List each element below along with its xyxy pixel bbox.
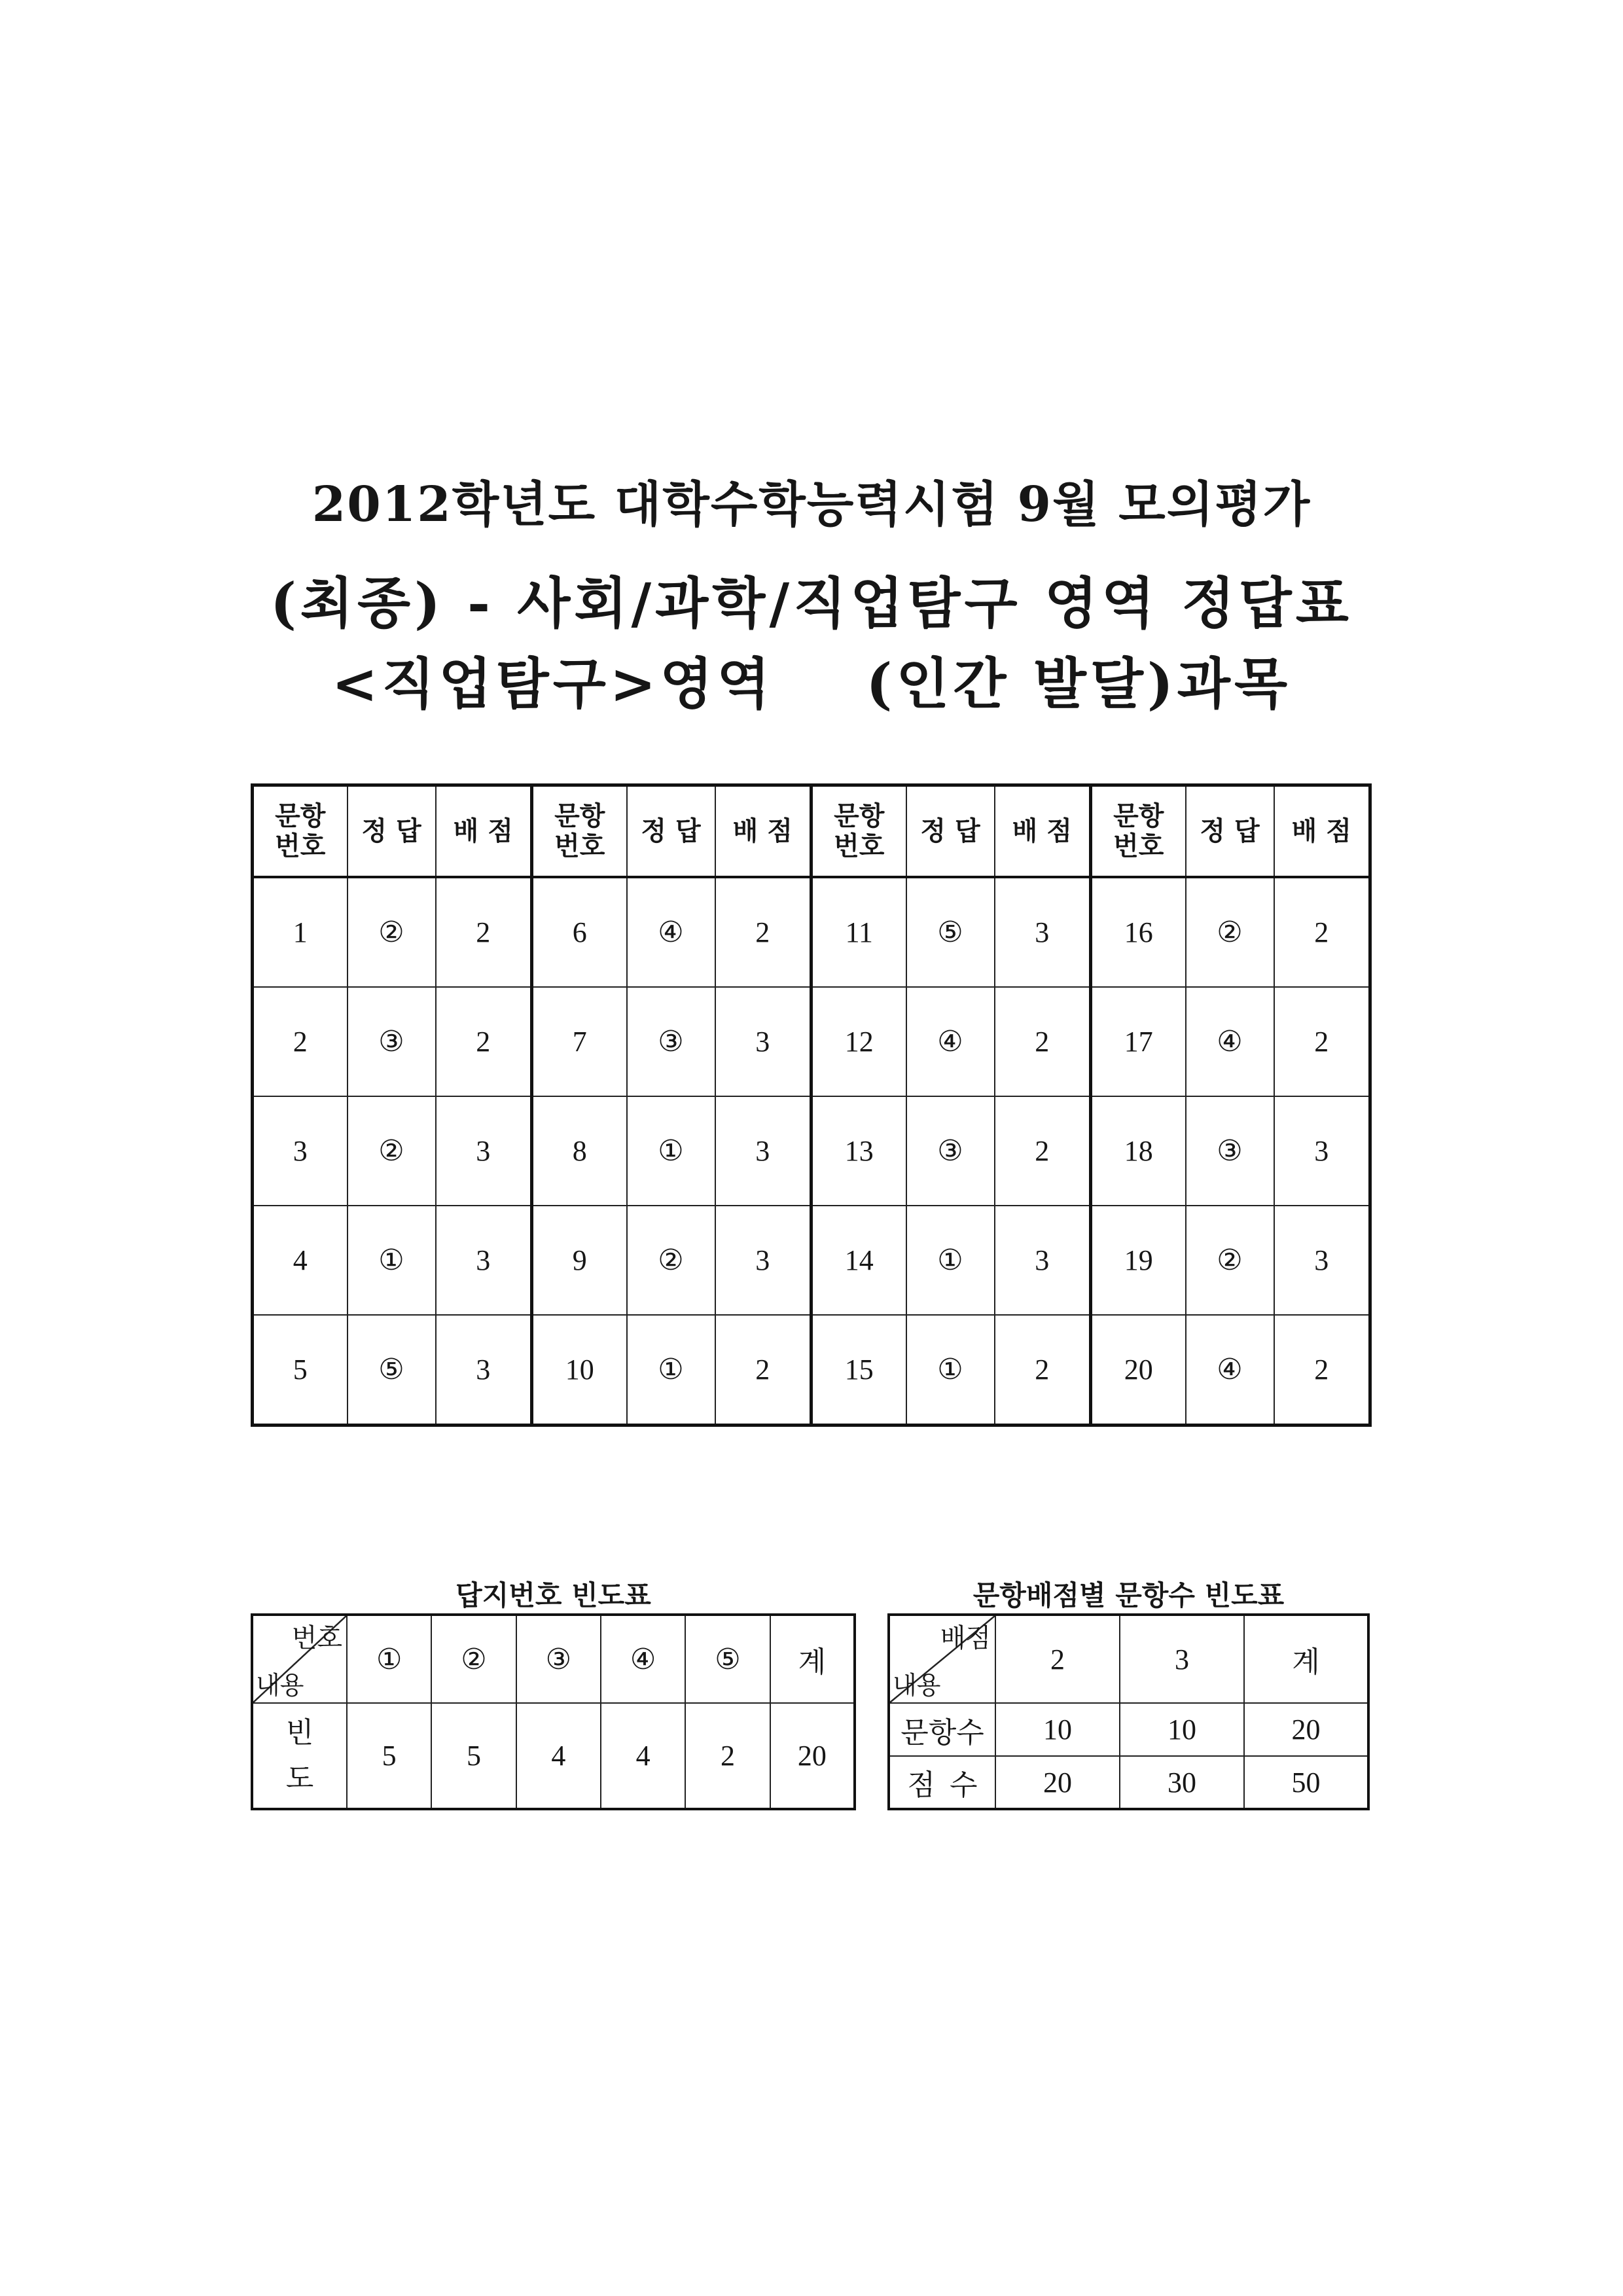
correct-answer: ②: [348, 1096, 436, 1206]
item-points: 2: [715, 877, 812, 987]
answer-row: [253, 1206, 1370, 1315]
item-number: 5: [253, 1315, 348, 1426]
exam-title: 2012학년도 대학수학능력시험 9월 모의평가: [312, 476, 1311, 533]
freq-col-header: ①: [347, 1615, 431, 1703]
item-number: 6: [532, 877, 627, 987]
item-number: 7: [532, 987, 627, 1096]
item-number: 14: [812, 1206, 906, 1315]
freq-corner-bottom: 내용: [256, 1671, 304, 1700]
correct-answer: ③: [348, 987, 436, 1096]
score-corner-top: 배점: [940, 1623, 991, 1653]
score-row-label: 문항수: [889, 1703, 995, 1756]
item-number-header: 문항 번호: [532, 785, 627, 878]
correct-answer: ③: [906, 1096, 995, 1206]
score-row-label: 점 수: [889, 1756, 995, 1809]
item-points: 3: [995, 1206, 1091, 1315]
freq-header-row: [252, 1615, 855, 1703]
score-row-points: [889, 1756, 1368, 1809]
answer-key-table: [251, 783, 1372, 1427]
answer-row: [253, 1315, 1370, 1426]
freq-value: 4: [516, 1703, 601, 1809]
item-points: 2: [1274, 1315, 1370, 1426]
subject-title: <직업탐구>영역 (인간 발달)과목: [331, 651, 1292, 716]
item-points: 2: [995, 1315, 1091, 1426]
item-number-header: 문항 번호: [1091, 785, 1186, 878]
answer-header: 정 답: [1186, 785, 1274, 878]
freq-col-header: ④: [601, 1615, 685, 1703]
freq-col-header: ②: [431, 1615, 516, 1703]
score-corner-cell: [889, 1615, 995, 1703]
correct-answer: ②: [348, 877, 436, 987]
item-points: 2: [995, 987, 1091, 1096]
correct-answer: ①: [627, 1096, 715, 1206]
item-number: 15: [812, 1315, 906, 1426]
freq-corner-top: 번호: [291, 1623, 342, 1653]
points-header: 배 점: [995, 785, 1091, 878]
item-number: 16: [1091, 877, 1186, 987]
freq-corner-cell: [252, 1615, 347, 1703]
item-points: 2: [715, 1315, 812, 1426]
item-points: 3: [715, 987, 812, 1096]
answer-header: 정 답: [627, 785, 715, 878]
item-number: 13: [812, 1096, 906, 1206]
score-frequency-table: [887, 1613, 1370, 1810]
answer-frequency-caption: 답지번호 빈도표: [455, 1579, 651, 1611]
score-col-header: 2: [995, 1615, 1120, 1703]
correct-answer: ①: [627, 1315, 715, 1426]
answer-row: [253, 877, 1370, 987]
freq-col-header: ⑤: [685, 1615, 770, 1703]
answer-row: [253, 1096, 1370, 1206]
answer-table-header-row: [253, 785, 1370, 878]
freq-value: 5: [347, 1703, 431, 1809]
answer-row: [253, 987, 1370, 1096]
score-value: 30: [1120, 1756, 1244, 1809]
points-header: 배 점: [1274, 785, 1370, 878]
points-header: 배 점: [715, 785, 812, 878]
score-row-count: [889, 1703, 1368, 1756]
score-col-header: 계: [1244, 1615, 1368, 1703]
item-number: 11: [812, 877, 906, 987]
item-number: 17: [1091, 987, 1186, 1096]
item-points: 2: [995, 1096, 1091, 1206]
correct-answer: ④: [906, 987, 995, 1096]
item-points: 3: [436, 1315, 532, 1426]
score-corner-bottom: 내용: [893, 1671, 941, 1700]
score-value: 20: [995, 1756, 1120, 1809]
correct-answer: ④: [627, 877, 715, 987]
freq-col-header: ③: [516, 1615, 601, 1703]
score-value: 20: [1244, 1703, 1368, 1756]
score-col-header: 3: [1120, 1615, 1244, 1703]
item-points: 3: [715, 1096, 812, 1206]
correct-answer: ①: [906, 1206, 995, 1315]
correct-answer: ④: [1186, 987, 1274, 1096]
item-points: 3: [436, 1096, 532, 1206]
answer-header: 정 답: [348, 785, 436, 878]
correct-answer: ②: [1186, 1206, 1274, 1315]
correct-answer: ③: [1186, 1096, 1274, 1206]
item-number: 18: [1091, 1096, 1186, 1206]
freq-value: 5: [431, 1703, 516, 1809]
item-number: 4: [253, 1206, 348, 1315]
item-points: 2: [1274, 877, 1370, 987]
item-points: 2: [436, 877, 532, 987]
points-header: 배 점: [436, 785, 532, 878]
answer-header: 정 답: [906, 785, 995, 878]
correct-answer: ④: [1186, 1315, 1274, 1426]
correct-answer: ③: [627, 987, 715, 1096]
item-points: 2: [436, 987, 532, 1096]
item-points: 3: [436, 1206, 532, 1315]
item-points: 3: [1274, 1096, 1370, 1206]
score-header-row: [889, 1615, 1368, 1703]
score-value: 10: [1120, 1703, 1244, 1756]
freq-col-header: 계: [770, 1615, 855, 1703]
answer-frequency-table: [251, 1613, 856, 1810]
score-frequency-caption: 문항배점별 문항수 빈도표: [972, 1579, 1285, 1611]
item-points: 3: [1274, 1206, 1370, 1315]
item-number: 19: [1091, 1206, 1186, 1315]
correct-answer: ②: [627, 1206, 715, 1315]
correct-answer: ①: [906, 1315, 995, 1426]
item-points: 3: [995, 877, 1091, 987]
item-number: 10: [532, 1315, 627, 1426]
item-number: 2: [253, 987, 348, 1096]
freq-value: 2: [685, 1703, 770, 1809]
item-number: 20: [1091, 1315, 1186, 1426]
freq-row-label: 빈 도: [252, 1703, 347, 1809]
item-number: 9: [532, 1206, 627, 1315]
freq-value: 20: [770, 1703, 855, 1809]
item-number: 8: [532, 1096, 627, 1206]
correct-answer: ①: [348, 1206, 436, 1315]
item-number-header: 문항 번호: [812, 785, 906, 878]
score-value: 50: [1244, 1756, 1368, 1809]
correct-answer: ⑤: [348, 1315, 436, 1426]
item-number: 1: [253, 877, 348, 987]
freq-value: 4: [601, 1703, 685, 1809]
answer-sheet-title: (최종) - 사회/과학/직업탐구 영역 정답표: [270, 571, 1353, 636]
score-value: 10: [995, 1703, 1120, 1756]
item-number: 12: [812, 987, 906, 1096]
correct-answer: ⑤: [906, 877, 995, 987]
freq-value-row: [252, 1703, 855, 1809]
correct-answer: ②: [1186, 877, 1274, 987]
item-points: 3: [715, 1206, 812, 1315]
item-number: 3: [253, 1096, 348, 1206]
item-points: 2: [1274, 987, 1370, 1096]
item-number-header: 문항 번호: [253, 785, 348, 878]
